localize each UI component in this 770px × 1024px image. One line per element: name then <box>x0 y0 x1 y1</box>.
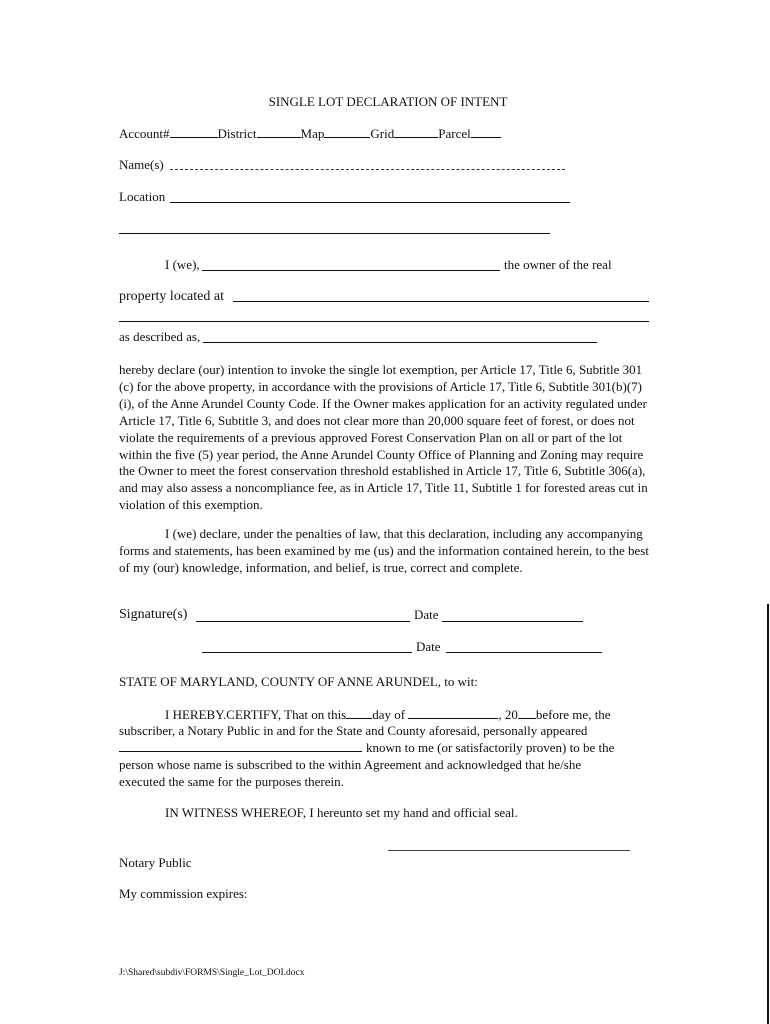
signature-blank-2[interactable] <box>202 652 412 653</box>
certify-known: known to me (or satisfactorily proven) to be the <box>366 740 615 755</box>
certify-day-blank[interactable] <box>346 706 372 719</box>
file-path-footer: J:\Shared\subdiv\FORMS\Single_Lot_DOI.docx <box>119 968 305 978</box>
property-label: property located at <box>119 289 224 304</box>
certify-line-4: person whose name is subscribed to the within Agreement and acknowledged that he/she <box>119 757 582 772</box>
declaration-paragraph: hereby declare (our) intention to invoke the single lot exemption, per Article 17, Title 6, Subtitle 301 (c) for the above property, in accordance with the provisions of Article 17, Title 6, Subtitle 301(b)(7)(i), of the Anne Arundel County Code. If the Owner makes application for an activity regulated under Article 17, Title 6, Subtitle 3, and does not clear more than 20,000 square feet of forest, or does not violate the requirements of a previous approved Forest Conservation Plan on all or part of the lot within the five (5) year period, the Anne Arundel County Office of Planning and Zoning may require the Owner to meet the forest conservation threshold established in Article 17, Title 6, Subtitle 306(a), and may also assess a noncompliance fee, as in Article 17, Title 11, Subtitle 1 for forested areas cut in violation of this exemption. <box>119 362 648 513</box>
certify-month-blank[interactable] <box>408 706 498 719</box>
account-label: Account# <box>119 126 170 141</box>
map-label: Map <box>300 126 325 141</box>
property-blank[interactable] <box>233 301 649 302</box>
certify-suffix: before me, the <box>535 707 611 722</box>
certify-day-label: day of <box>372 707 406 722</box>
map-blank[interactable] <box>324 125 370 138</box>
page-edge-line <box>767 604 769 1024</box>
owner-prefix: I (we), <box>165 257 200 272</box>
property-blank-2[interactable] <box>119 321 649 322</box>
date-blank-2[interactable] <box>446 652 602 653</box>
notary-public-label: Notary Public <box>119 855 192 870</box>
signature-label: Signature(s) <box>119 607 188 622</box>
commission-label: My commission expires: <box>119 886 248 901</box>
state-line: STATE OF MARYLAND, COUNTY OF ANNE ARUNDEL, to wit: <box>119 674 478 689</box>
parcel-blank[interactable] <box>471 125 501 138</box>
signature-blank[interactable] <box>196 621 410 622</box>
names-line <box>119 157 164 173</box>
notary-signature-blank[interactable] <box>388 850 630 851</box>
described-blank[interactable] <box>203 342 597 343</box>
appeared-blank[interactable] <box>119 751 362 752</box>
grid-label: Grid <box>370 126 395 141</box>
location-blank[interactable] <box>170 202 570 203</box>
penalty-paragraph: I (we) declare, under the penalties of law, that this declaration, including any accompanying forms and statements, has been examined by me (us) and the information contained herein, to the best of my (our) knowledge, information, and belief, is true, correct and complete. <box>119 526 649 575</box>
parcel-label: Parcel <box>438 126 471 141</box>
date-blank[interactable] <box>442 621 583 622</box>
certify-prefix: I HEREBY.CERTIFY, That on this <box>165 707 347 722</box>
certify-line-1 <box>165 706 611 723</box>
location-label: Location <box>119 189 166 204</box>
grid-blank[interactable] <box>394 125 438 138</box>
district-blank[interactable] <box>257 125 301 138</box>
date-label: Date <box>414 607 439 622</box>
witness-line: IN WITNESS WHEREOF, I hereunto set my hand and official seal. <box>165 805 518 820</box>
owner-name-blank[interactable] <box>202 270 500 271</box>
account-line <box>119 125 501 142</box>
certify-line-5: executed the same for the purposes therein. <box>119 774 344 789</box>
described-label: as described as, <box>119 329 201 344</box>
account-blank[interactable] <box>170 125 218 138</box>
form-title: SINGLE LOT DECLARATION OF INTENT <box>268 94 508 109</box>
certify-year-blank[interactable] <box>518 706 536 719</box>
location-blank-2[interactable] <box>119 233 550 234</box>
names-blank[interactable] <box>170 169 565 170</box>
date-label-2: Date <box>416 639 441 654</box>
owner-suffix: the owner of the real <box>504 257 612 272</box>
certify-line-2: subscriber, a Notary Public in and for the State and County aforesaid, personally appeared <box>119 723 588 738</box>
names-label: Name(s) <box>119 157 164 172</box>
certify-year-label: , 20 <box>498 707 518 722</box>
location-line <box>119 189 165 205</box>
district-label: District <box>217 126 257 141</box>
